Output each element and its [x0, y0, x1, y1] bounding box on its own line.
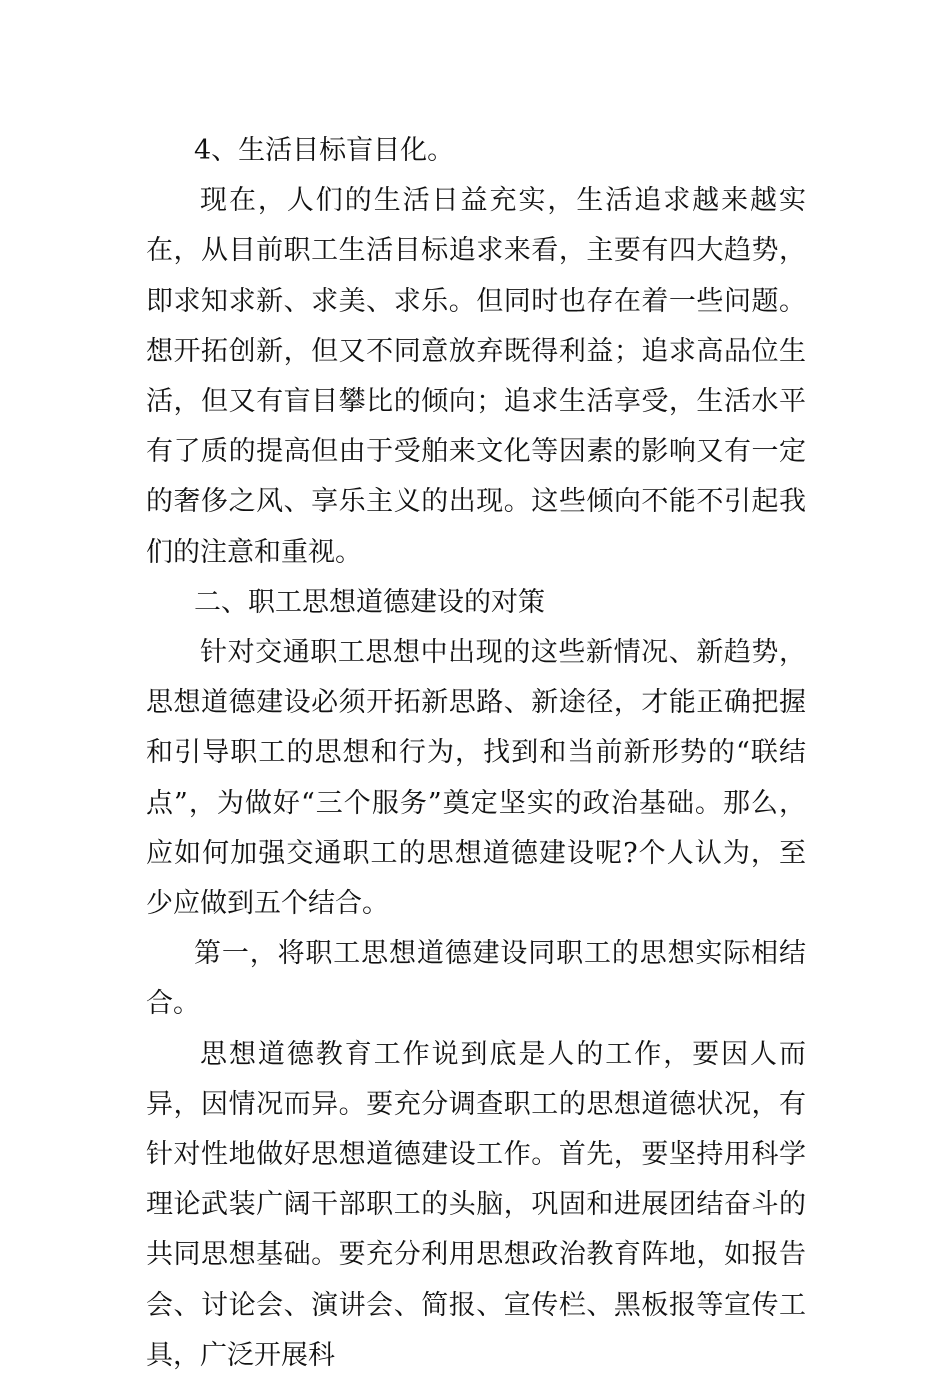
paragraph-new-trends: 针对交通职工思想中出现的这些新情况、新趋势，思想道德建设必须开拓新思路、新途径，才能正确把握和引导职工的思想和行为，找到和当前新形势的“联结点”，为做好“三个服务”奠定坚实的政治基础。那么，应如何加强交通职工的思想道德建设呢?个人认为，至少应做到五个结合。: [146, 637, 806, 920]
section-heading-goal-blindness: 4、生活目标盲目化。: [194, 135, 455, 166]
paragraph-life-goals: 现在，人们的生活日益充实，生活追求越来越实在，从目前职工生活目标追求来看，主要有四大趋势，即求知求新、求美、求乐。但同时也存在着一些问题。想开拓创新，但又不同意放弃既得利益；追求高品位生活，但又有盲目攀比的倾向；追求生活享受，生活水平有了质的提高但由于受舶来文化等因素的影响又有一定的奢侈之风、享乐主义的出现。这些倾向不能不引起我们的注意和重视。: [146, 185, 806, 568]
section-heading-countermeasures: 二、职工思想道德建设的对策: [194, 586, 545, 618]
paragraph-moral-education: 思想道德教育工作说到底是人的工作，要因人而异，因情况而异。要充分调查职工的思想道德状况，有针对性地做好思想道德建设工作。首先，要坚持用科学理论武装广阔干部职工的头脑，巩固和进展团结奋斗的共同思想基础。要充分利用思想政治教育阵地，如报告会、讨论会、演讲会、简报、宣传栏、黑板报等宣传工具，广泛开展科: [146, 1038, 806, 1371]
document-body: [146, 126, 806, 1381]
section-heading-first-combination: 第一，将职工思想道德建设同职工的思想实际相结合。: [146, 938, 806, 1020]
